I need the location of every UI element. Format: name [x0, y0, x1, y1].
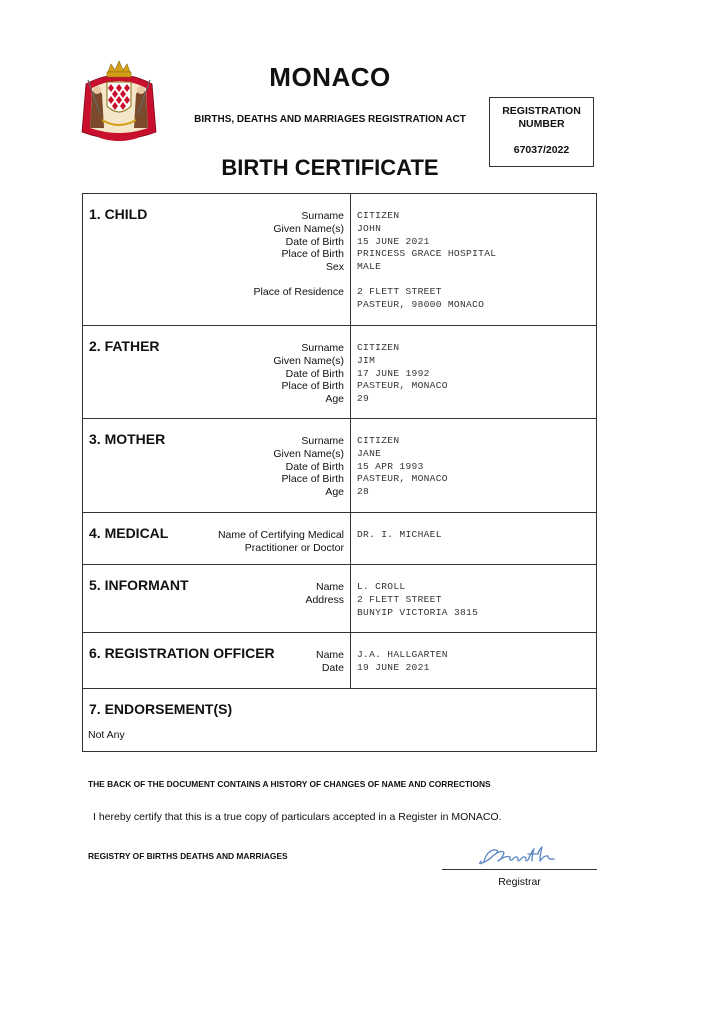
section-child	[83, 194, 596, 326]
field-value: PASTEUR, MONACO	[357, 380, 448, 392]
field-value: CITIZEN	[357, 435, 400, 446]
field-label: Age	[325, 486, 344, 499]
signature-line	[442, 869, 597, 870]
field-value: 15 APR 1993	[357, 460, 424, 472]
field-value: JIM	[357, 354, 376, 366]
section-medical	[83, 513, 596, 565]
field-label: Age	[325, 393, 344, 406]
field-value: PASTEUR, 98000 MONACO	[357, 298, 485, 310]
field-label: Address	[305, 593, 344, 606]
act-title: BIRTHS, DEATHS AND MARRIAGES REGISTRATION ACT	[194, 114, 466, 125]
field-label: Name of Certifying Medical	[217, 529, 344, 541]
field-value: 29	[357, 393, 370, 405]
certification-statement: I hereby certify that this is a true copy of particulars accepted in a Register in MONACO.	[93, 811, 502, 823]
registrar-label: Registrar	[498, 876, 541, 888]
field-value: 2 FLETT STREET	[357, 593, 442, 605]
registration-number: 67037/2022	[513, 144, 570, 156]
field-label: Date	[321, 661, 344, 674]
field-value: 19 JUNE 2021	[357, 661, 430, 673]
field-value: J.A. HALLGARTEN	[357, 649, 448, 660]
section-informant	[83, 565, 596, 633]
field-value: PASTEUR, MONACO	[357, 473, 448, 485]
section-title: 4. MEDICAL	[89, 525, 169, 541]
certificate-title: BIRTH CERTIFICATE	[221, 155, 439, 180]
field-label: Given Name(s)	[273, 354, 344, 367]
field-value: CITIZEN	[357, 210, 400, 221]
field-value: L. CROLL	[357, 581, 406, 592]
field-label: Surname	[301, 210, 344, 222]
coat-of-arms-logo	[78, 58, 160, 144]
field-label: Date of Birth	[285, 235, 344, 248]
field-value: CITIZEN	[357, 342, 400, 353]
section-title: 6. REGISTRATION OFFICER	[89, 645, 275, 661]
field-label: Place of Birth	[281, 248, 344, 261]
field-value: BUNYIP VICTORIA 3815	[357, 606, 479, 618]
section-title: 1. CHILD	[89, 206, 148, 222]
field-label: Place of Birth	[281, 380, 344, 393]
field-label: Name	[315, 581, 344, 593]
field-label: Surname	[301, 435, 344, 447]
field-value: 2 FLETT STREET	[357, 285, 442, 297]
field-label: Given Name(s)	[273, 447, 344, 460]
registration-label: REGISTRATION	[502, 105, 581, 117]
field-label: Practitioner or Doctor	[244, 541, 344, 554]
registration-label-number: NUMBER	[518, 118, 565, 130]
field-value: DR. I. MICHAEL	[357, 529, 442, 540]
field-label: Place of Birth	[281, 473, 344, 486]
section-title: 2. FATHER	[89, 338, 160, 354]
registration-number-box	[489, 97, 594, 167]
field-value: JOHN	[357, 222, 382, 234]
section-title: 5. INFORMANT	[89, 577, 189, 593]
section-title: 7. ENDORSEMENT(S)	[89, 701, 233, 717]
field-value: 28	[357, 486, 370, 498]
field-value: 15 JUNE 2021	[357, 235, 430, 247]
section-registration-officer	[83, 633, 596, 689]
section-mother	[83, 419, 596, 513]
field-value: PRINCESS GRACE HOSPITAL	[357, 248, 497, 260]
field-value: MALE	[357, 261, 382, 273]
country-name: MONACO	[269, 62, 391, 92]
back-of-document-note: THE BACK OF THE DOCUMENT CONTAINS A HISTORY OF CHANGES OF NAME AND CORRECTIONS	[88, 779, 491, 789]
field-value: 17 JUNE 1992	[357, 367, 430, 379]
field-value: JANE	[357, 447, 382, 459]
registrar-signature	[472, 841, 562, 871]
endorsement-note: Not Any	[88, 729, 125, 741]
field-label: Date of Birth	[285, 367, 344, 380]
field-label: Sex	[325, 261, 344, 274]
field-label: Name	[315, 649, 344, 661]
registry-name: REGISTRY OF BIRTHS DEATHS AND MARRIAGES	[88, 851, 288, 861]
section-title: 3. MOTHER	[89, 431, 166, 447]
field-label: Date of Birth	[285, 460, 344, 473]
section-father	[83, 326, 596, 419]
field-label: Surname	[301, 342, 344, 354]
section-endorsements	[83, 689, 596, 751]
certificate-table	[82, 193, 597, 752]
field-label: Given Name(s)	[273, 222, 344, 235]
field-label: Place of Residence	[253, 285, 344, 298]
